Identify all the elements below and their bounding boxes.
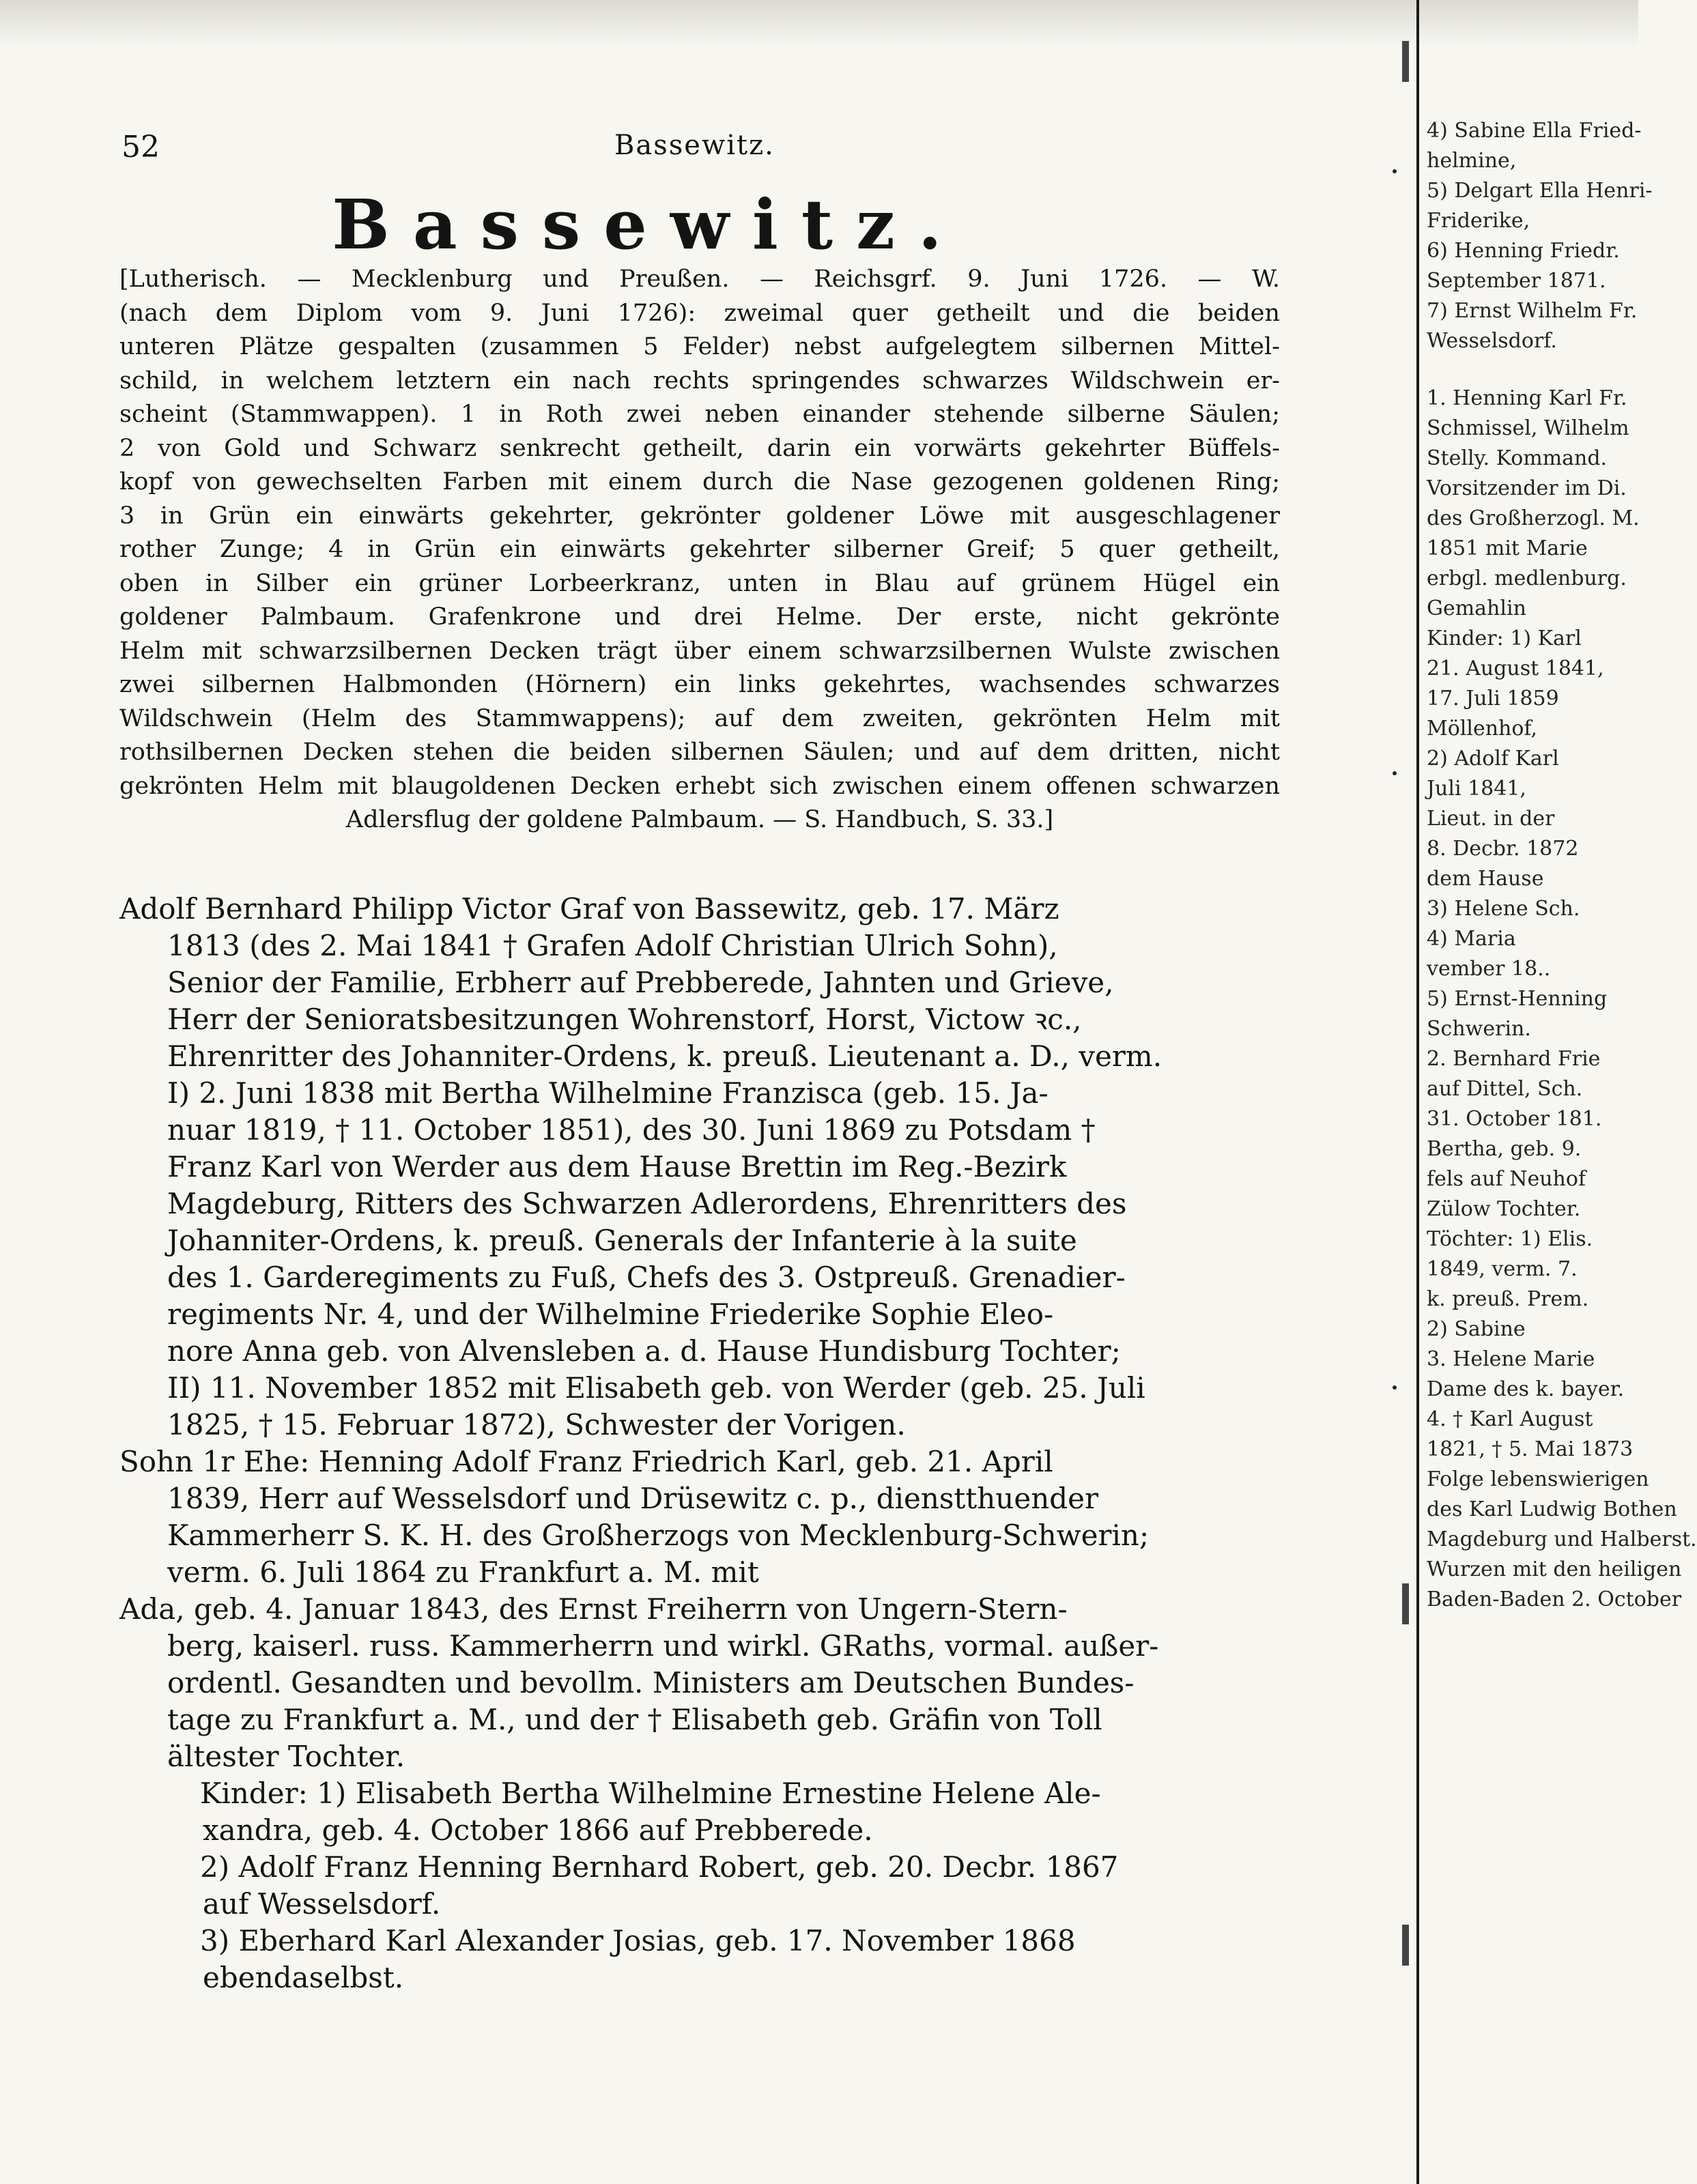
scan-edge-shadow	[0, 0, 1638, 48]
entry-line: Franz Karl von Werder aus dem Hause Brettin im Reg.-Bezirk	[167, 1150, 1067, 1183]
page-title: Bassewitz.	[332, 184, 965, 265]
blazon-line: goldener Palmbaum. Grafenkrone und drei Helme. Der erste, nicht gekrönte	[119, 603, 1280, 631]
entry-line: verm. 6. Juli 1864 zu Frankfurt a. M. mit	[167, 1555, 759, 1589]
margin-line: Vorsitzender im Di.	[1427, 476, 1627, 500]
entry-line: Ada, geb. 4. Januar 1843, des Ernst Freiherrn von Ungern-Stern-	[119, 1592, 1068, 1626]
margin-line: 17. Juli 1859	[1427, 687, 1559, 710]
scan-mark	[1402, 1583, 1409, 1624]
margin-line: 4. † Karl August	[1427, 1407, 1593, 1431]
entry-line: des 1. Garderegiments zu Fuß, Chefs des 3. Ostpreuß. Grenadier-	[167, 1261, 1126, 1294]
blazon-line: zwei silbernen Halbmonden (Hörnern) ein links gekehrtes, wachsendes schwarzes	[119, 671, 1280, 698]
entry-line: Herr der Senioratsbesitzungen Wohrenstorf, Horst, Victow ꝛc.,	[167, 1003, 1082, 1036]
margin-line: 21. August 1841,	[1427, 657, 1604, 680]
adjacent-page-column	[1427, 116, 1697, 1615]
margin-line: Friderike,	[1427, 209, 1530, 233]
entry-line: Kammerherr S. K. H. des Großherzogs von Mecklenburg-Schwerin;	[167, 1519, 1150, 1552]
margin-line: k. preuß. Prem.	[1427, 1287, 1589, 1311]
margin-line: Gemahlin	[1427, 597, 1526, 620]
margin-line: 3. Helene Marie	[1427, 1347, 1595, 1371]
entry-line: Senior der Familie, Erbherr auf Prebberede, Jahnten und Grieve,	[167, 966, 1114, 999]
blazon-line: Wildschwein (Helm des Stammwappens); auf dem zweiten, gekrönten Helm mit	[119, 704, 1280, 732]
margin-line: des Großherzogl. M.	[1427, 506, 1640, 530]
entry-line: Ehrenritter des Johanniter-Ordens, k. preuß. Lieutenant a. D., verm.	[167, 1039, 1163, 1073]
entry-line: 1825, † 15. Februar 1872), Schwester der Vorigen.	[167, 1408, 906, 1441]
blazon-line: oben in Silber ein grüner Lorbeerkranz, unten in Blau auf grünem Hügel ein	[119, 569, 1280, 597]
entry-line: regiments Nr. 4, und der Wilhelmine Friederike Sophie Eleo-	[167, 1297, 1054, 1331]
margin-line: auf Dittel, Sch.	[1427, 1077, 1583, 1101]
entry-line: Sohn 1r Ehe: Henning Adolf Franz Friedrich Karl, geb. 21. April	[119, 1445, 1053, 1478]
margin-line: Wesselsdorf.	[1427, 329, 1557, 353]
entry-line: 3) Eberhard Karl Alexander Josias, geb. 17. November 1868	[200, 1924, 1076, 1957]
blazon-line: schild, in welchem letztern ein nach rechts springendes schwarzes Wildschwein er-	[119, 367, 1280, 394]
scan-dot	[1393, 1385, 1397, 1390]
margin-line: Dame des k. bayer.	[1427, 1377, 1625, 1401]
entry-line: 1813 (des 2. Mai 1841 † Grafen Adolf Christian Ulrich Sohn),	[167, 929, 1058, 962]
blazon-line: 2 von Gold und Schwarz senkrecht getheilt, darin ein vorwärts gekehrter Büffels-	[119, 434, 1280, 462]
coat-of-arms-description	[119, 263, 1280, 837]
blazon-line: 3 in Grün ein einwärts gekehrter, gekrönter goldener Löwe mit ausgeschlagener	[119, 502, 1280, 530]
entry-line: Kinder: 1) Elisabeth Bertha Wilhelmine Ernestine Helene Ale-	[200, 1777, 1101, 1810]
margin-line: 4) Sabine Ella Fried-	[1427, 119, 1642, 143]
margin-line: 4) Maria	[1427, 927, 1516, 951]
margin-line: Schwerin.	[1427, 1017, 1531, 1041]
margin-line: vember 18..	[1427, 957, 1551, 981]
blazon-line: gekrönten Helm mit blaugoldenen Decken erhebt sich zwischen einem offenen schwarzen	[119, 772, 1280, 800]
margin-line: 1851 mit Marie	[1427, 536, 1588, 560]
blazon-line: Helm mit schwarzsilbernen Decken trägt über einem schwarzsilbernen Wulste zwischen	[119, 637, 1280, 665]
margin-line: fels auf Neuhof	[1427, 1167, 1586, 1191]
margin-line: Wurzen mit den heiligen	[1427, 1557, 1682, 1581]
margin-line: 2) Sabine	[1427, 1317, 1526, 1341]
margin-line: helmine,	[1427, 149, 1517, 173]
margin-line: Lieut. in der	[1427, 807, 1555, 831]
entry-line: ordentl. Gesandten und bevollm. Ministers am Deutschen Bundes-	[167, 1666, 1135, 1699]
entry-line: Magdeburg, Ritters des Schwarzen Adlerordens, Ehrenritters des	[167, 1187, 1127, 1220]
entry-line: tage zu Frankfurt a. M., und der † Elisabeth geb. Gräfin von Toll	[167, 1703, 1102, 1736]
blazon-line: scheint (Stammwappen). 1 in Roth zwei neben einander stehende silberne Säulen;	[119, 401, 1280, 428]
margin-line: 31. October 181.	[1427, 1107, 1602, 1131]
margin-line: des Karl Ludwig Bothen	[1427, 1497, 1677, 1521]
margin-line: dem Hause	[1427, 867, 1544, 891]
entry-line: II) 11. November 1852 mit Elisabeth geb. von Werder (geb. 25. Juli	[167, 1371, 1145, 1405]
entry-line: berg, kaiserl. russ. Kammerherrn und wirkl. GRaths, vormal. außer-	[167, 1629, 1159, 1663]
page-gutter-rule	[1416, 0, 1419, 2184]
margin-line: Folge lebenswierigen	[1427, 1467, 1649, 1491]
page-number: 52	[122, 130, 160, 164]
scan-mark	[1402, 1925, 1409, 1966]
margin-line: Bertha, geb. 9.	[1427, 1137, 1582, 1161]
blazon-line: [Lutherisch. — Mecklenburg und Preußen. — Reichsgrf. 9. Juni 1726. — W.	[119, 265, 1280, 293]
entry-line: Adolf Bernhard Philipp Victor Graf von Bassewitz, geb. 17. März	[119, 892, 1059, 925]
margin-line: 3) Helene Sch.	[1427, 897, 1580, 921]
margin-line: erbgl. medlenburg.	[1427, 566, 1627, 590]
scan-dot	[1393, 169, 1397, 173]
blazon-line: (nach dem Diplom vom 9. Juni 1726): zweimal quer getheilt und die beiden	[119, 299, 1280, 327]
margin-line: 5) Ernst-Henning	[1427, 987, 1608, 1011]
entry-line: I) 2. Juni 1838 mit Bertha Wilhelmine Franzisca (geb. 15. Ja-	[167, 1076, 1049, 1110]
margin-line: Zülow Tochter.	[1427, 1197, 1581, 1221]
margin-line: Kinder: 1) Karl	[1427, 627, 1582, 650]
entry-line: ebendaselbst.	[203, 1961, 404, 1994]
entry-line: xandra, geb. 4. October 1866 auf Prebberede.	[203, 1813, 873, 1847]
margin-line: Stelly. Kommand.	[1427, 446, 1608, 470]
margin-line: 2. Bernhard Frie	[1427, 1047, 1601, 1071]
margin-line: Töchter: 1) Elis.	[1427, 1227, 1593, 1251]
margin-line: 1849, verm. 7.	[1427, 1257, 1578, 1281]
margin-line: 2) Adolf Karl	[1427, 747, 1559, 771]
margin-line: 1821, † 5. Mai 1873	[1427, 1437, 1634, 1461]
entry-line: auf Wesselsdorf.	[203, 1887, 441, 1921]
scan-dot	[1393, 771, 1397, 775]
margin-line: Möllenhof,	[1427, 717, 1537, 741]
margin-line: September 1871.	[1427, 269, 1606, 293]
margin-line: 5) Delgart Ella Henri-	[1427, 179, 1653, 203]
blazon-line: kopf von gewechselten Farben mit einem durch die Nase gezogenen goldenen Ring;	[119, 468, 1280, 495]
blazon-line: rother Zunge; 4 in Grün ein einwärts gekehrter silberner Greif; 5 quer getheilt,	[119, 536, 1280, 563]
margin-line: 1. Henning Karl Fr.	[1427, 386, 1627, 410]
entry-line: nuar 1819, † 11. October 1851), des 30. Juni 1869 zu Potsdam †	[167, 1113, 1096, 1147]
running-head: Bassewitz.	[614, 130, 775, 161]
blazon-line: rothsilbernen Decken stehen die beiden silbernen Säulen; und auf dem dritten, nicht	[119, 738, 1280, 766]
entry-line: ältester Tochter.	[167, 1740, 405, 1773]
blazon-line: Adlersflug der goldene Palmbaum. — S. Handbuch, S. 33.]	[345, 806, 1054, 833]
margin-line: Baden-Baden 2. October	[1427, 1587, 1682, 1611]
blazon-line: unteren Plätze gespalten (zusammen 5 Felder) nebst aufgelegtem silbernen Mittel-	[119, 333, 1280, 360]
scan-mark	[1402, 41, 1409, 82]
entry-line: 1839, Herr auf Wesselsdorf und Drüsewitz c. p., dienstthuender	[167, 1482, 1099, 1515]
margin-line: Schmissel, Wilhelm	[1427, 416, 1629, 440]
margin-line: 6) Henning Friedr.	[1427, 239, 1620, 263]
genealogy-entries	[119, 891, 1287, 1996]
margin-line: Juli 1841,	[1427, 777, 1526, 801]
entry-line: 2) Adolf Franz Henning Bernhard Robert, geb. 20. Decbr. 1867	[200, 1850, 1119, 1884]
margin-line: 8. Decbr. 1872	[1427, 837, 1579, 861]
entry-line: nore Anna geb. von Alvensleben a. d. Hause Hundisburg Tochter;	[167, 1334, 1121, 1368]
margin-line: 7) Ernst Wilhelm Fr.	[1427, 299, 1638, 323]
entry-line: Johanniter-Ordens, k. preuß. Generals der Infanterie à la suite	[167, 1224, 1077, 1257]
margin-line: Magdeburg und Halberst.	[1427, 1527, 1697, 1551]
